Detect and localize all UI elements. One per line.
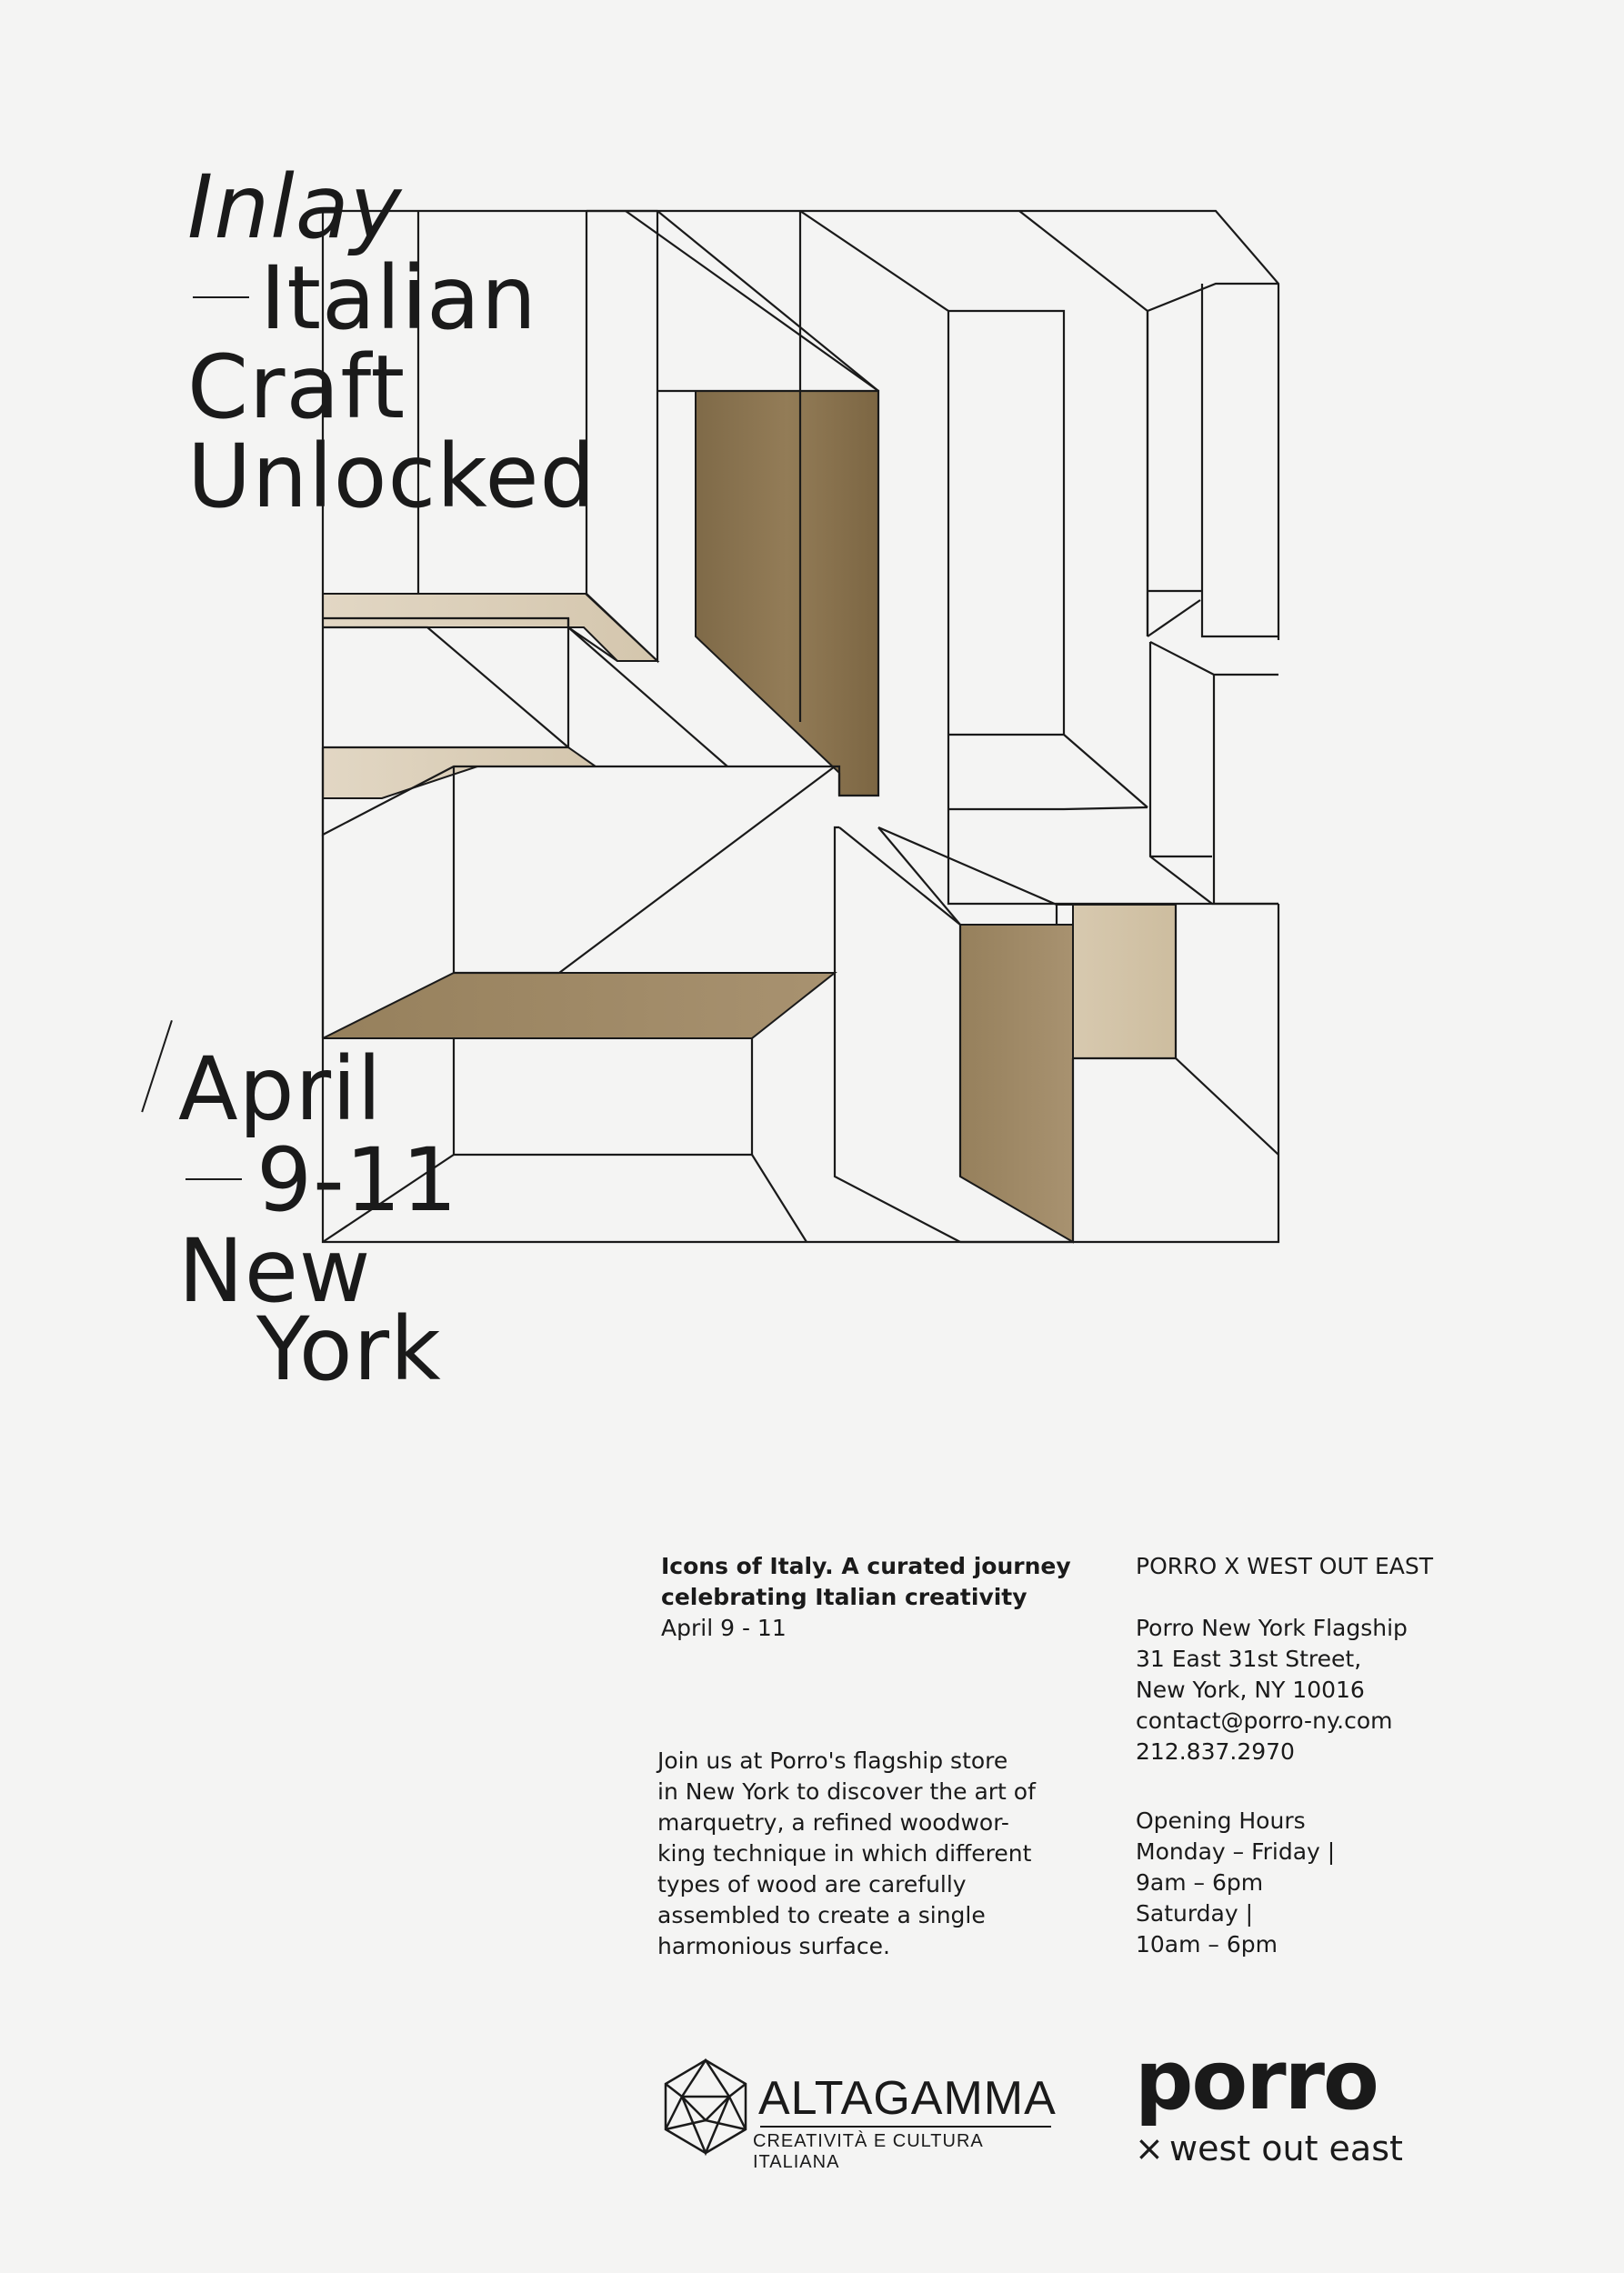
event-description [657, 1746, 1036, 1962]
opening-hours-label: Opening Hours [1136, 1807, 1306, 1834]
title-dash [193, 296, 249, 298]
porro-partner-name: west out east [1169, 2128, 1403, 2168]
altagamma-logo [658, 2057, 1058, 2172]
contact-phone[interactable]: 212.837.2970 [1136, 1738, 1295, 1765]
opening-hours-line: Monday – Friday | [1136, 1838, 1336, 1865]
altagamma-emblem-icon [658, 2057, 753, 2157]
event-heading-line2: celebrating Italian creativity [661, 1584, 1028, 1610]
date-line-new: New [178, 1220, 372, 1322]
title-line-unlocked: Unlocked [187, 426, 596, 527]
altagamma-rule [760, 2126, 1051, 2128]
date-dash [185, 1178, 242, 1180]
description-line: in New York to discover the art of [657, 1778, 1036, 1805]
title-line-inlay: Inlay [187, 156, 403, 258]
contact-info [1136, 1551, 1433, 1960]
porro-wordmark: porro [1135, 2033, 1378, 2128]
event-heading-line1: Icons of Italy. A curated journey [661, 1553, 1071, 1579]
altagamma-wordmark: ALTAGAMMA [758, 2072, 1057, 2125]
title-line-italian: Italian [260, 247, 537, 349]
opening-hours-line: Saturday | [1136, 1900, 1254, 1927]
description-line: Join us at Porro's flagship store [657, 1747, 1008, 1774]
description-line: marquetry, a refined woodwor- [657, 1809, 1009, 1836]
altagamma-tagline: CREATIVITÀ E CULTURA ITALIANA [753, 2131, 983, 2172]
description-line: king technique in which different [657, 1840, 1032, 1867]
description-line: assembled to create a single [657, 1902, 986, 1928]
description-line: harmonious surface. [657, 1933, 890, 1959]
title-line-craft: Craft [187, 336, 406, 438]
date-line-york: York [256, 1298, 442, 1400]
event-dates: April 9 - 11 [661, 1615, 787, 1641]
porro-partner-prefix: × [1135, 2128, 1164, 2168]
porro-logo [1135, 2033, 1408, 2177]
date-line-days: 9-11 [256, 1129, 458, 1231]
wood-panel-light-square [1057, 905, 1176, 1058]
wood-panel-tall [696, 391, 878, 796]
contact-email-link[interactable]: contact@porro-ny.com [1136, 1707, 1393, 1734]
venue-street: 31 East 31st Street, [1136, 1646, 1362, 1672]
contact-heading: PORRO X WEST OUT EAST [1136, 1553, 1434, 1579]
wood-panel-door [960, 925, 1073, 1242]
wood-panel-diagonal-floor [323, 973, 835, 1038]
opening-hours-line: 10am – 6pm [1136, 1931, 1278, 1958]
date-line-april: April [178, 1038, 383, 1140]
venue-name: Porro New York Flagship [1136, 1615, 1408, 1641]
venue-city: New York, NY 10016 [1136, 1677, 1365, 1703]
description-line: types of wood are carefully [657, 1871, 967, 1898]
event-info [661, 1551, 1071, 1644]
wood-panel-shelf-low [323, 747, 596, 798]
opening-hours-line: 9am – 6pm [1136, 1869, 1264, 1896]
